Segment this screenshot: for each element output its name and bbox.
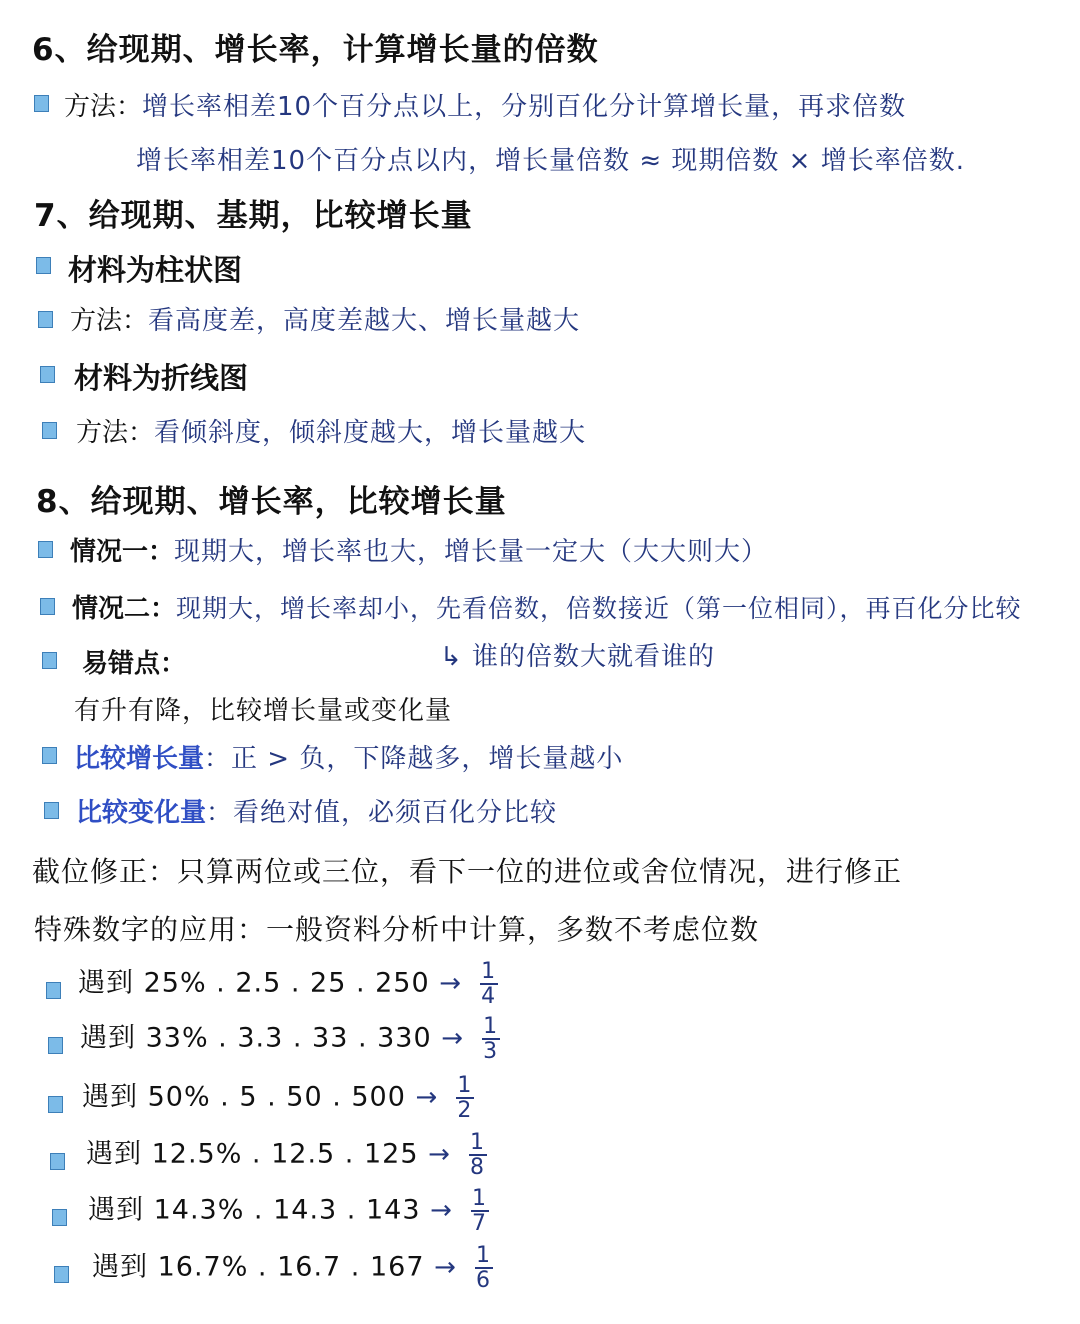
fraction-denominator: 6 <box>476 1268 491 1293</box>
s7-bar-method-label: 方法： <box>70 306 149 336</box>
fraction-denominator: 4 <box>481 984 497 1009</box>
arrow-icon: → <box>428 1139 451 1170</box>
arrow-icon: → <box>441 1023 465 1054</box>
s8-error-point-label: 易错点： <box>82 649 187 679</box>
fraction-numerator: 1 <box>481 959 497 984</box>
s7-bar-method <box>70 300 580 337</box>
checkbox-icon <box>42 652 57 669</box>
checkbox-icon <box>38 311 53 328</box>
s6-method-line2: 增长率相差10个百分点以内，增长量倍数 ≈ 现期倍数 × 增长率倍数. <box>136 146 965 176</box>
special-item-text: 遇到 33% . 3.3 . 33 . 330 <box>80 1022 432 1054</box>
s8-compare-increase-label: 比较增长量 <box>74 744 205 774</box>
special-item <box>86 1131 487 1179</box>
fraction-denominator: 3 <box>483 1039 499 1064</box>
checkbox-icon <box>44 802 59 819</box>
section-8-heading: 8、给现期、增长率，比较增长量 <box>36 484 507 520</box>
s6-method-line1 <box>64 86 906 123</box>
arrow-icon: → <box>439 968 463 999</box>
fraction-numerator: 1 <box>470 1130 485 1155</box>
s8-case2 <box>72 588 1022 625</box>
s7-line-chart-label: 材料为折线图 <box>74 361 249 395</box>
s8-case1-label: 情况一： <box>70 537 175 567</box>
checkbox-icon <box>40 366 55 383</box>
s8-error-point-text: 有升有降，比较增长量或变化量 <box>74 696 453 726</box>
s8-arrow-note: ↳ 谁的倍数大就看谁的 <box>440 642 716 672</box>
special-item-text: 遇到 50% . 5 . 50 . 500 <box>82 1081 406 1113</box>
checkbox-icon <box>36 257 51 274</box>
s6-method-text1: 增长率相差10个百分点以上，分别百化分计算增长量，再求倍数 <box>142 92 907 122</box>
fraction-numerator: 1 <box>457 1073 473 1098</box>
fraction-denominator: 2 <box>457 1098 473 1123</box>
fraction-numerator: 1 <box>483 1014 499 1039</box>
s8-compare-change-label: 比较变化量 <box>76 798 207 828</box>
s8-compare-increase <box>74 738 623 775</box>
s7-line-method <box>76 412 586 449</box>
s8-case2-label: 情况二： <box>72 594 177 624</box>
fraction-numerator: 1 <box>472 1186 487 1211</box>
special-item <box>88 1187 489 1235</box>
s7-line-method-text: 看倾斜度，倾斜度越大，增长量越大 <box>154 418 587 448</box>
s8-compare-increase-text: ：正 > 负，下降越多，增长量越小 <box>204 744 624 774</box>
fraction-denominator: 7 <box>472 1211 487 1236</box>
fraction-denominator: 8 <box>470 1155 485 1180</box>
checkbox-icon <box>42 747 57 764</box>
arrow-icon: → <box>434 1252 457 1283</box>
truncation-correction: 截位修正：只算两位或三位，看下一位的进位或舍位情况，进行修正 <box>32 855 903 888</box>
special-item-text: 遇到 16.7% . 16.7 . 167 <box>92 1251 425 1283</box>
s7-bar-chart-label: 材料为柱状图 <box>68 253 243 287</box>
special-item-text: 遇到 14.3% . 14.3 . 143 <box>88 1194 421 1226</box>
checkbox-icon <box>46 982 61 999</box>
checkbox-icon <box>48 1037 63 1054</box>
checkbox-icon <box>40 598 55 615</box>
s8-compare-change <box>76 792 557 829</box>
checkbox-icon <box>34 95 49 112</box>
section-6-heading: 6、给现期、增长率，计算增长量的倍数 <box>32 32 599 68</box>
s7-bar-method-text: 看高度差，高度差越大、增长量越大 <box>148 306 581 336</box>
fraction <box>480 960 498 1008</box>
s7-line-method-label: 方法： <box>76 418 155 448</box>
special-item <box>82 1074 474 1122</box>
checkbox-icon <box>42 422 57 439</box>
checkbox-icon <box>48 1096 63 1113</box>
special-item-text: 遇到 12.5% . 12.5 . 125 <box>86 1138 419 1170</box>
fraction-numerator: 1 <box>476 1243 491 1268</box>
checkbox-icon <box>50 1153 65 1170</box>
fraction <box>471 1187 489 1235</box>
s8-case2-text: 现期大，增长率却小，先看倍数，倍数接近（第一位相同），再百化分比较 <box>176 594 1022 623</box>
fraction <box>475 1244 493 1292</box>
s8-case1 <box>70 531 768 568</box>
s8-case1-text: 现期大，增长率也大，增长量一定大（大大则大） <box>174 537 769 567</box>
fraction <box>482 1015 500 1063</box>
fraction <box>469 1131 487 1179</box>
checkbox-icon <box>54 1266 69 1283</box>
s6-method-label: 方法： <box>64 92 143 122</box>
special-item <box>92 1244 493 1292</box>
s8-compare-change-text: ：看绝对值，必须百化分比较 <box>206 798 558 828</box>
special-item <box>80 1015 500 1063</box>
special-numbers-heading: 特殊数字的应用：一般资料分析中计算，多数不考虑位数 <box>34 913 760 946</box>
special-item-text: 遇到 25% . 2.5 . 25 . 250 <box>78 967 430 999</box>
arrow-icon: → <box>430 1195 453 1226</box>
section-7-heading: 7、给现期、基期，比较增长量 <box>34 198 473 234</box>
checkbox-icon <box>38 541 53 558</box>
fraction <box>456 1074 474 1122</box>
special-item <box>78 960 498 1008</box>
checkbox-icon <box>52 1209 67 1226</box>
arrow-icon: → <box>415 1082 439 1113</box>
